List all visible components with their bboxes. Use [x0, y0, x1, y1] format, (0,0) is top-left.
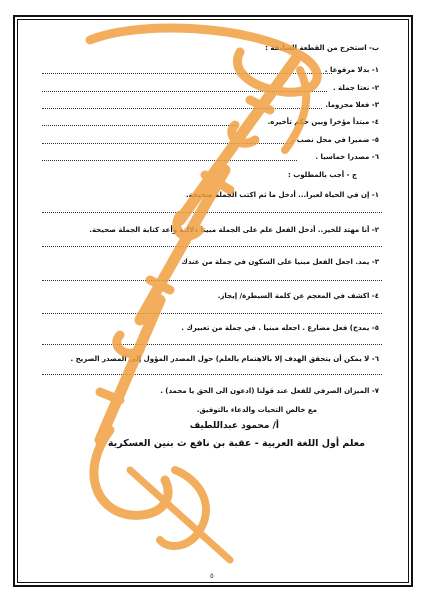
teacher-title: معلم أول اللغة العربية - عقبة بن نافع ث بنين العسكرية [107, 438, 365, 449]
question-c-4: ٤- اكشف في المعجم عن كلمة السيطرة/ إيجاز. [217, 292, 379, 300]
answer-line [42, 280, 382, 281]
question-c-2: ٢- أنا مهتد للخير.. أدخل الفعل علم على الجملة مبينا دلالته وأعد كتابة الجملة صحيحة. [89, 226, 379, 234]
answer-line [42, 125, 237, 126]
answer-line [42, 313, 382, 314]
teacher-name: أ/ محمود عبداللطيف [189, 421, 279, 431]
question-c-7: ٧- الميزان الصرفي للفعل عند قولنا (ادعون الى الحق يا محمد) . [160, 387, 379, 395]
answer-line [42, 246, 382, 247]
question-c-5: ٥- يمدح) فعل مضارع . اجعله مبنيا . في جملة من تعبيرك . [181, 324, 379, 332]
answer-line [42, 344, 382, 345]
answer-line [42, 91, 327, 92]
question-c-3: ٣- يمد. اجعل الفعل مبنيا على السكون في جملة من عندك [181, 258, 379, 266]
page-number: ٥ [210, 572, 214, 580]
question-b-6: ٦- مصدرا خماسيا . [315, 153, 379, 161]
section-b-heading: ب- استخرج من القطعة السابقة : [265, 44, 379, 52]
section-c-heading: ج - أجب بالمطلوب : [287, 171, 357, 179]
answer-line [42, 108, 322, 109]
closing-wishes: مع خالص التحيات والدعاء بالتوفيق. [196, 406, 317, 414]
question-b-4: ٤- مبتدأ مؤخرا وبين حكم تأخيره. [267, 118, 379, 126]
answer-line [42, 212, 382, 213]
question-b-3: ٣- فعلا مجزوما. [325, 101, 379, 109]
answer-line [42, 143, 292, 144]
answer-line [42, 73, 332, 74]
question-b-2: ٢- نعتا جملة . [332, 84, 379, 92]
question-c-1: ١- إن في الحياة لعبرا... أدخل ما ثم اكتب الجملة صحيحة. [185, 191, 379, 199]
question-b-5: ٥- ضميرا في محل نصب . [291, 136, 379, 144]
answer-line [42, 374, 382, 375]
answer-line [42, 160, 297, 161]
question-b-1: ١- بدلا مرفوعا . [324, 66, 379, 74]
question-c-6: ٦- لا يمكن أن يتحقق الهدف إلا بالاهتمام بالعلم) حول المصدر المؤول إلى المصدر الصريح . [70, 355, 379, 363]
